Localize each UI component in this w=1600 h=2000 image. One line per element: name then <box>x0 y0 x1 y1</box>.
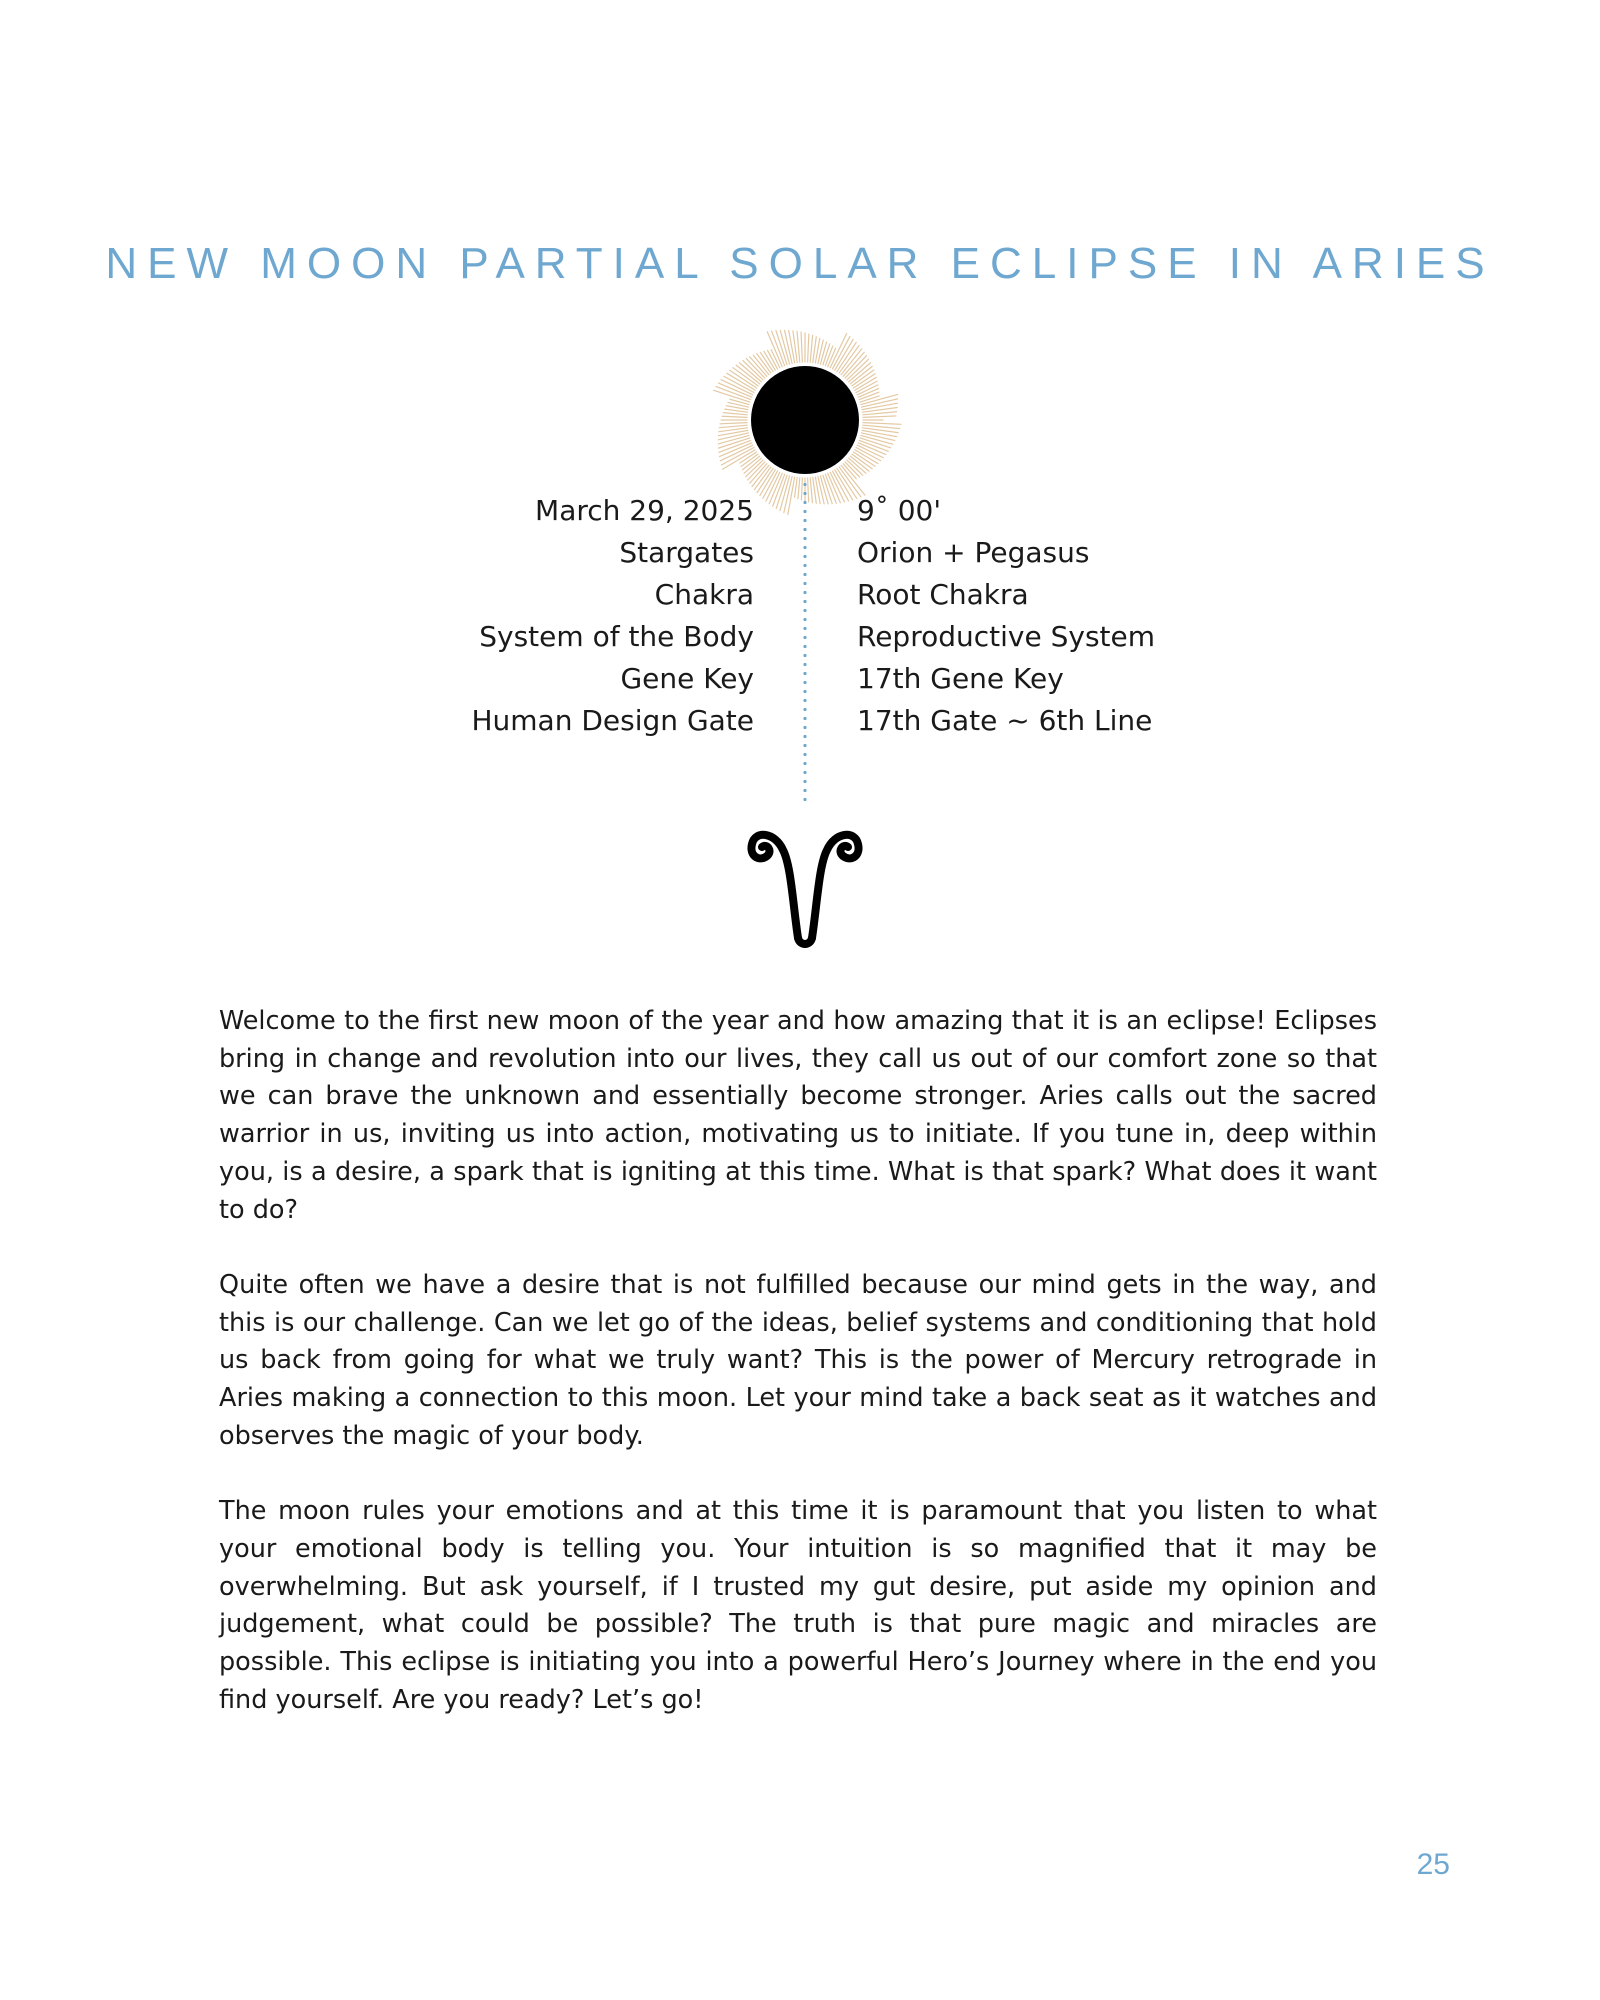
aries-symbol-icon <box>745 810 865 950</box>
sun-ray <box>863 412 897 415</box>
sun-ray <box>724 376 754 392</box>
page-title: NEW MOON PARTIAL SOLAR ECLIPSE IN ARIES <box>105 239 1495 289</box>
sun-ray <box>863 423 901 425</box>
sun-ray <box>860 396 879 402</box>
sun-ray <box>753 355 769 375</box>
sun-ray <box>720 423 747 424</box>
sun-ray <box>830 334 846 368</box>
paragraph: The moon rules your emotions and at this time it is paramount that you listen to what your emotional body is telling you. Your intuition is so magnified that it may be overwhelming. But ask yourself, if I trusted my gut desire, put aside my opinion and judgement, what could be possible? The truth is that pure magic and miracles are possible. This eclipse is initiating you into a powerful Hero’s Journey where in the end you find yourself. Are you ready? Let’s go! <box>219 1496 1377 1715</box>
dotted-divider <box>803 480 807 805</box>
sun-ray <box>850 456 869 471</box>
sun-ray <box>746 460 763 477</box>
paragraph: Quite often we have a desire that is not fulfilled because our mind gets in the way, and this is our challenge. Can we let go of the ideas, belief systems and conditioning that hold us back from going for what we truly want? This is the power of Mercury retrograde in Aries making a connection to this moon. Let your mind take a back seat as it watches and observes the magic of your body. <box>219 1269 1377 1451</box>
detail-label: Chakra <box>654 578 754 611</box>
sun-ray <box>849 458 866 473</box>
sun-ray <box>798 478 800 499</box>
sun-ray <box>852 454 872 469</box>
sun-ray <box>818 477 824 504</box>
paragraph: Welcome to the first new moon of the year and how amazing that it is an eclipse! Eclipses bring in change and revolution into our lives, they call us out of our comfort zone so that we can brave the unknown and essentially become stronger. Aries calls out the sacred warrior in us, inviting us into action, motivating us to initiate. If you tune in, deep within you, is a desire, a spark that is igniting at this time. What is that spark? What does it want to do? <box>219 1006 1377 1225</box>
detail-value: Reproductive System <box>857 620 1156 653</box>
sun-ray <box>795 477 798 497</box>
sun-ray <box>722 416 747 417</box>
detail-label: Human Design Gate <box>471 704 754 737</box>
detail-labels <box>304 490 754 742</box>
sun-ray <box>808 478 809 502</box>
body-text <box>219 1003 1377 1757</box>
detail-values <box>857 490 1357 742</box>
sun-ray <box>757 354 771 373</box>
sun-ray <box>797 331 800 362</box>
page-number: 25 <box>1416 1848 1450 1881</box>
sun-ray <box>720 445 752 461</box>
sun-ray <box>801 332 802 362</box>
sun-ray <box>853 452 875 466</box>
detail-value: 17th Gate ~ 6th Line <box>857 704 1153 737</box>
sun-ray <box>808 334 809 362</box>
sun-ray <box>863 416 896 417</box>
sun-ray <box>748 462 765 480</box>
sun-ray <box>820 342 826 364</box>
sun-ray <box>723 413 747 415</box>
sun-ray <box>853 374 875 388</box>
detail-value: 17th Gene Key <box>857 662 1064 695</box>
sun-ray <box>727 373 755 390</box>
detail-label: Gene Key <box>620 662 754 695</box>
detail-value: Orion + Pegasus <box>857 536 1090 569</box>
sun-ray <box>855 450 878 464</box>
sun-ray <box>832 471 848 501</box>
detail-value: 9˚ 00' <box>857 494 942 527</box>
sun-ray <box>810 478 812 503</box>
detail-value: Root Chakra <box>857 578 1029 611</box>
detail-label: Stargates <box>619 536 754 569</box>
detail-label: March 29, 2025 <box>535 494 754 527</box>
sun-ray <box>845 356 866 378</box>
sun-ray <box>744 458 761 473</box>
sun-ray <box>810 335 812 362</box>
sun-ray <box>725 409 748 412</box>
detail-label: System of the Body <box>479 620 754 653</box>
sun-ray <box>719 425 747 428</box>
